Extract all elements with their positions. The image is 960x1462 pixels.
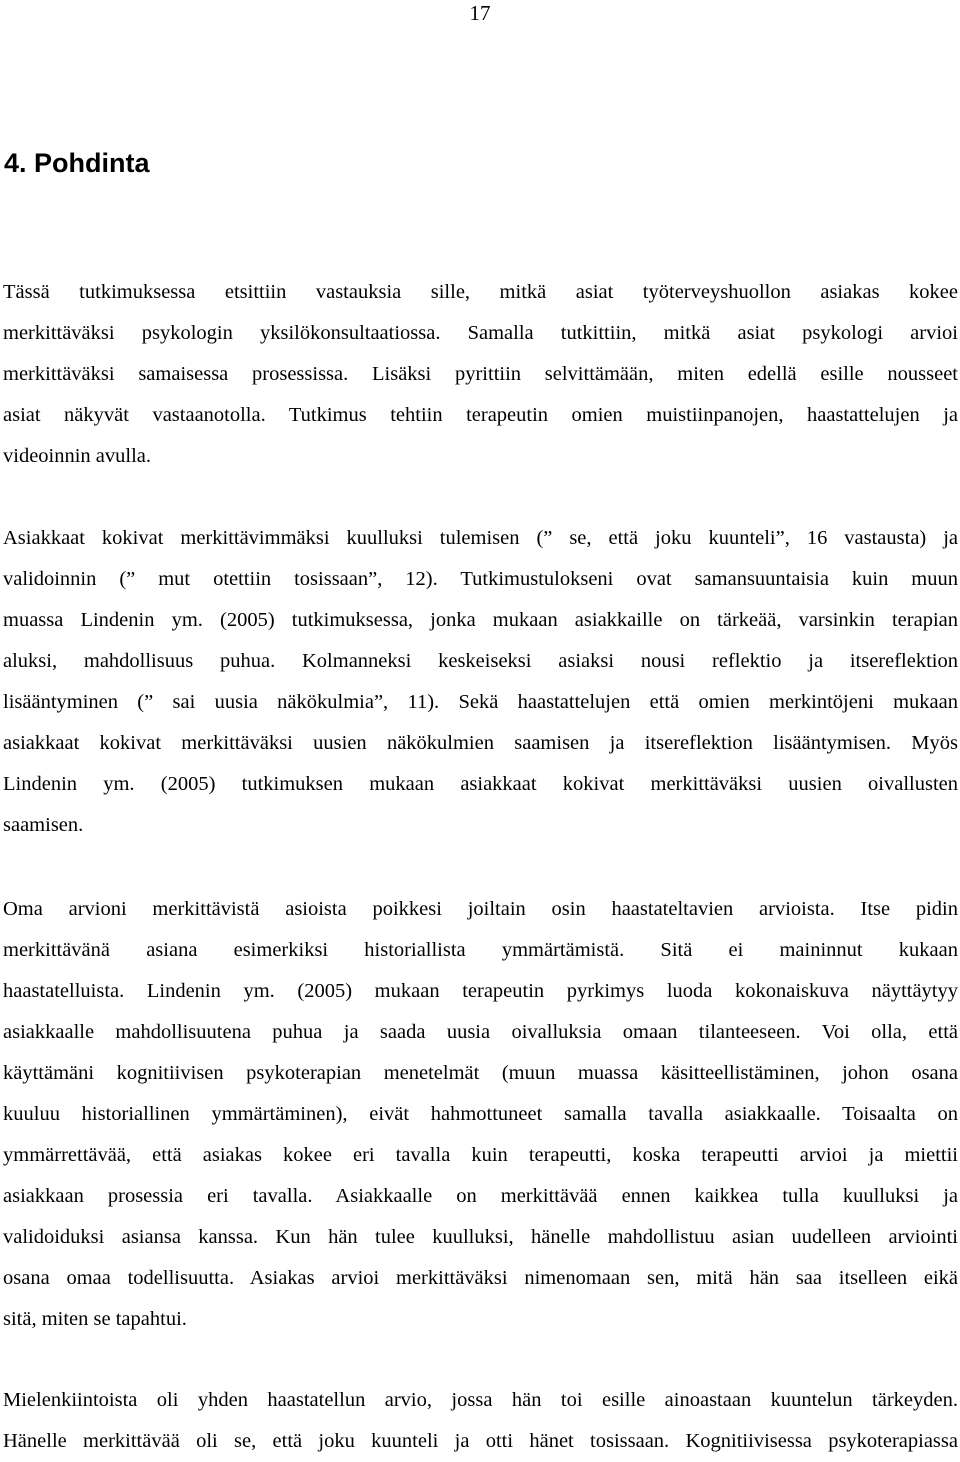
text-line: validoinnin (” mut otettiin tosissaan”, 12). Tutkimustulokseni ovat samansuuntaisia kuin muun xyxy=(3,568,958,590)
text-line: Oma arvioni merkittävistä asioista poikkesi joiltain osin haastateltavien arvioista. Itse pidin xyxy=(3,898,958,920)
paragraph-2 xyxy=(3,518,958,846)
text-line: Hänelle merkittävää oli se, että joku kuunteli ja otti hänet tosissaan. Kognitiivisessa psykoterapiassa xyxy=(3,1430,958,1452)
text-line: Asiakkaat kokivat merkittävimmäksi kuulluksi tulemisen (” se, että joku kuunteli”, 16 vastausta) ja xyxy=(3,527,958,549)
paragraph-4 xyxy=(3,1380,958,1462)
text-line: asiat näkyvät vastaanotolla. Tutkimus tehtiin terapeutin omien muistiinpanojen, haastattelujen ja xyxy=(3,404,958,426)
text-line: Lindenin ym. (2005) tutkimuksen mukaan asiakkaat kokivat merkittäväksi uusien oivallusten xyxy=(3,773,958,795)
text-line: lisääntyminen (” sai uusia näkökulmia”, 11). Sekä haastattelujen että omien merkintöjeni mukaan xyxy=(3,691,958,713)
text-line: saamisen. xyxy=(3,814,84,836)
text-line: Tässä tutkimuksessa etsittiin vastauksia sille, mitkä asiat työterveyshuollon asiakas kokee xyxy=(3,281,958,303)
text-line: merkittäväksi samaisessa prosessissa. Lisäksi pyrittiin selvittämään, miten edellä esille nousseet xyxy=(3,363,958,385)
text-line: asiakkaat kokivat merkittäväksi uusien näkökulmien saamisen ja itsereflektion lisääntymisen. Myös xyxy=(3,732,958,754)
page-number: 17 xyxy=(469,1,491,25)
paragraph-1 xyxy=(3,272,958,477)
text-line: merkittävänä asiana esimerkiksi historiallista ymmärtämistä. Sitä ei maininnut kukaan xyxy=(3,939,958,961)
text-line: Mielenkiintoista oli yhden haastatellun arvio, jossa hän toi esille ainoastaan kuuntelun tärkeyden. xyxy=(3,1389,958,1411)
text-line: videoinnin avulla. xyxy=(3,445,152,467)
text-line: käyttämäni kognitiivisen psykoterapian menetelmät (muun muassa käsitteellistäminen, johon osana xyxy=(3,1062,958,1084)
text-line: validoiduksi asiansa kanssa. Kun hän tulee kuulluksi, hänelle mahdollistuu asian uudelleen arviointi xyxy=(3,1226,958,1248)
text-line: asiakkaan prosessia eri tavalla. Asiakkaalle on merkittävää ennen kaikkea tulla kuulluksi ja xyxy=(3,1185,958,1207)
text-line: osana omaa todellisuutta. Asiakas arvioi merkittäväksi nimenomaan sen, mitä hän saa itselleen eikä xyxy=(3,1267,958,1289)
text-line: asiakkaalle mahdollisuutena puhua ja saada uusia oivalluksia omaan tilanteeseen. Voi olla, että xyxy=(3,1021,958,1043)
text-line: haastatelluista. Lindenin ym. (2005) mukaan terapeutin pyrkimys luoda kokonaiskuva näyttäytyy xyxy=(3,980,958,1002)
section-title: 4. Pohdinta xyxy=(4,148,150,178)
text-line: ymmärrettävää, että asiakas kokee eri tavalla kuin terapeutti, koska terapeutti arvioi ja miettii xyxy=(3,1144,958,1166)
text-line: merkittäväksi psykologin yksilökonsultaatiossa. Samalla tutkittiin, mitkä asiat psykologi arvioi xyxy=(3,322,958,344)
text-line: sitä, miten se tapahtui. xyxy=(3,1308,187,1330)
text-line: kuuluu historiallinen ymmärtäminen), eivät hahmottuneet samalla tavalla asiakkaalle. Toisaalta on xyxy=(3,1103,958,1125)
text-line: muassa Lindenin ym. (2005) tutkimuksessa, jonka mukaan asiakkaille on tärkeää, varsinkin terapian xyxy=(3,609,958,631)
paragraph-3 xyxy=(3,889,958,1340)
text-line: aluksi, mahdollisuus puhua. Kolmanneksi keskeiseksi asiaksi nousi reflektio ja itsereflektion xyxy=(3,650,958,672)
